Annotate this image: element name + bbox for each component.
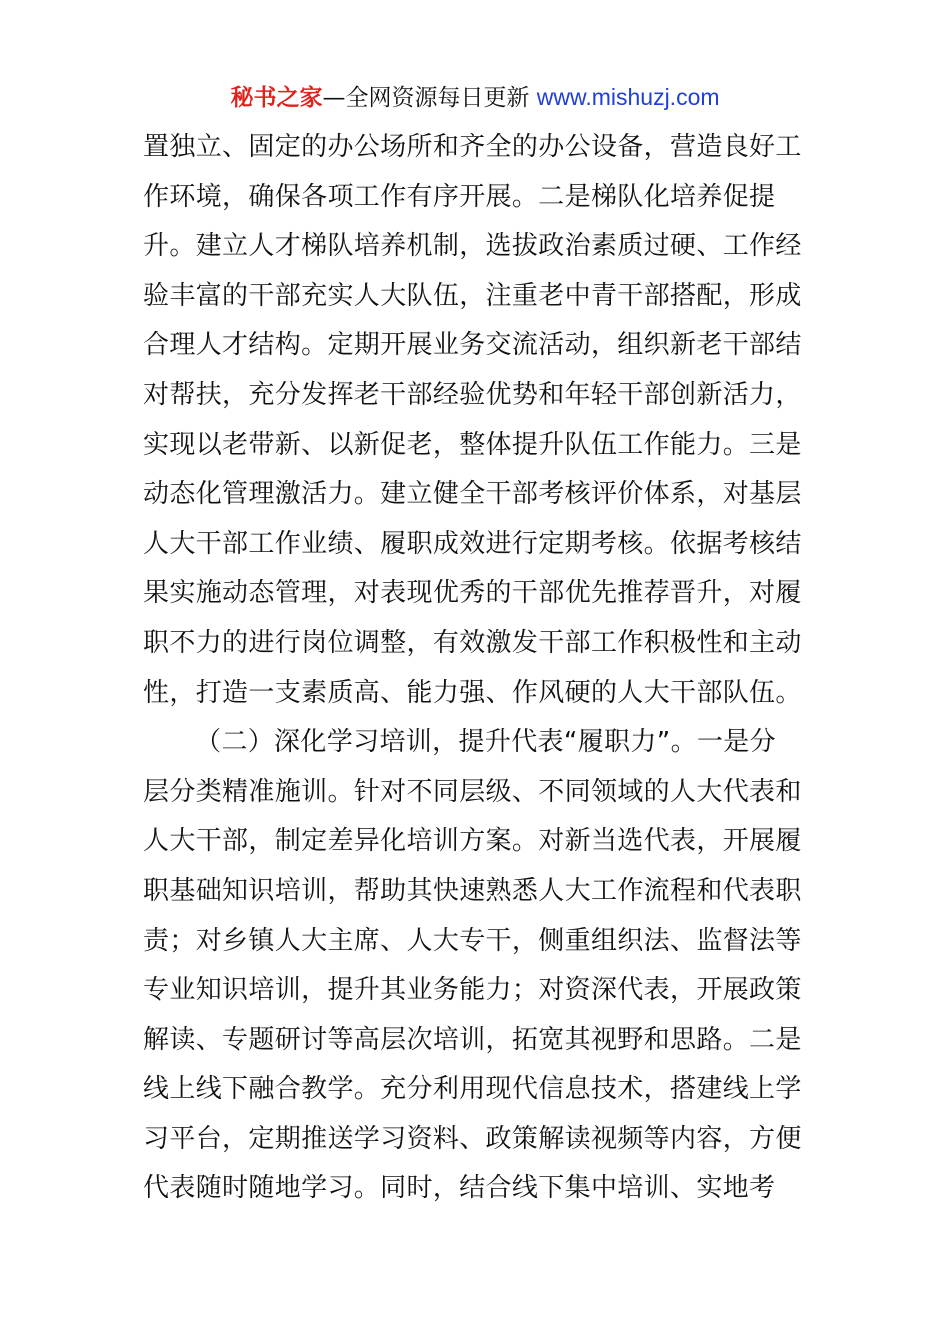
- document-body: [143, 123, 807, 1214]
- text-line: 实现以老带新、以新促老，整体提升队伍工作能力。三是: [143, 429, 802, 460]
- text-line: 置独立、固定的办公场所和齐全的办公设备，营造良好工: [143, 132, 802, 162]
- site-brand: 秘书之家: [230, 85, 323, 111]
- text-line: 专业知识培训，提升其业务能力；对资深代表，开展政策: [143, 975, 802, 1006]
- site-url-link[interactable]: www.mishuzj.com: [536, 84, 720, 110]
- text-line: 合理人才结构。定期开展业务交流活动，组织新老干部结: [143, 330, 802, 361]
- text-line: 对帮扶，充分发挥老干部经验优势和年轻干部创新活力，: [143, 379, 802, 410]
- text-line: 责；对乡镇人大主席、人大专干，侧重组织法、监督法等: [143, 925, 802, 956]
- paragraph-1: [143, 123, 807, 718]
- text-line: 代表随时随地学习。同时，结合线下集中培训、实地考: [143, 1173, 776, 1204]
- text-line: 层分类精准施训。针对不同层级、不同领域的人大代表和: [143, 776, 802, 807]
- text-line: 职不力的进行岗位调整，有效激发干部工作积极性和主动: [143, 627, 802, 658]
- text-line: 性，打造一支素质高、能力强、作风硬的人大干部队伍。: [143, 677, 802, 708]
- text-line-indented: （二）深化学习培训，提升代表“履职力”。一是分: [195, 727, 776, 758]
- site-slogan: —全网资源每日更新: [322, 85, 537, 111]
- text-line: 验丰富的干部充实人大队伍，注重老中青干部搭配，形成: [143, 280, 802, 311]
- text-line: 果实施动态管理，对表现优秀的干部优先推荐晋升，对履: [143, 578, 802, 609]
- text-line: 解读、专题研讨等高层次培训，拓宽其视野和思路。二是: [143, 1024, 802, 1055]
- text-line: 线上线下融合教学。充分利用现代信息技术，搭建线上学: [143, 1074, 802, 1105]
- text-line: 作环境，确保各项工作有序开展。二是梯队化培养促提: [143, 181, 776, 212]
- text-line: 人大干部工作业绩、履职成效进行定期考核。依据考核结: [143, 528, 802, 559]
- text-line: 人大干部，制定差异化培训方案。对新当选代表，开展履: [143, 826, 802, 857]
- text-line: 职基础知识培训，帮助其快速熟悉人大工作流程和代表职: [143, 875, 802, 906]
- paragraph-2: [143, 718, 807, 1214]
- site-header: [0, 80, 950, 115]
- text-line: 升。建立人才梯队培养机制，选拔政治素质过硬、工作经: [143, 231, 802, 262]
- text-line: 动态化管理激活力。建立健全干部考核评价体系，对基层: [143, 479, 802, 510]
- text-line: 习平台，定期推送学习资料、政策解读视频等内容，方便: [143, 1123, 802, 1154]
